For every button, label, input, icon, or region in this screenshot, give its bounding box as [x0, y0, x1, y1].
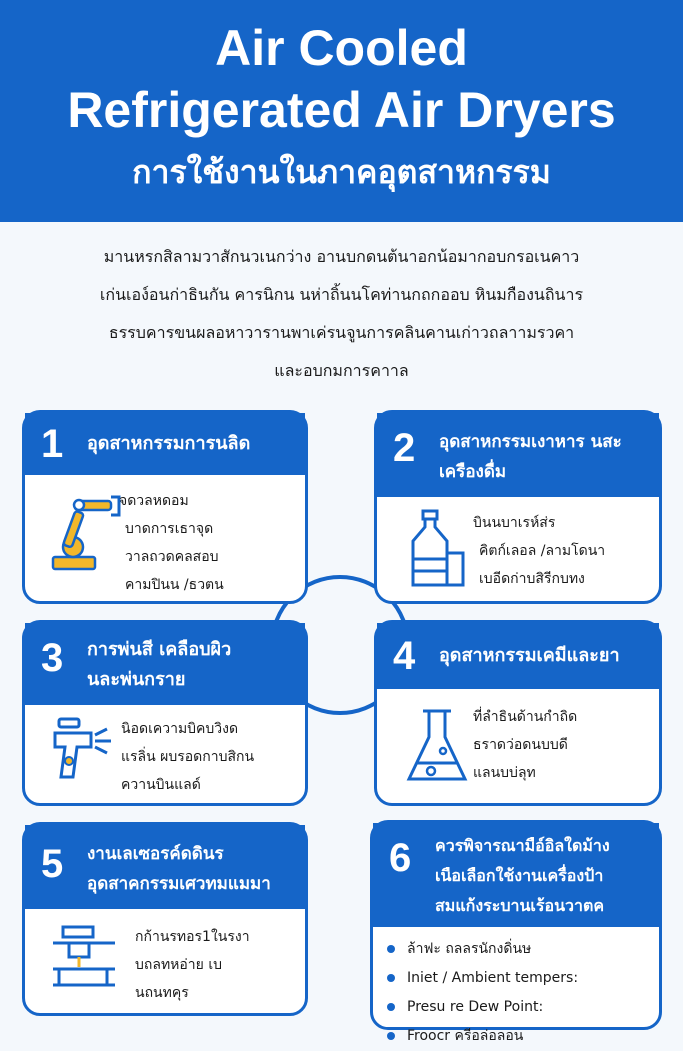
intro-line: และอบกมการคาาล [274, 361, 409, 380]
card-lines [473, 509, 605, 593]
card-title [87, 635, 295, 695]
flask-icon [405, 707, 469, 787]
card-title-line: เนือเลือกใช้งานเครื่องป้า [435, 866, 604, 885]
card-title-line: ควรพิจารณามือ์อิลใดม้าง [435, 836, 610, 855]
card-title-line: อุดสาหกรรมการนลิด [87, 433, 251, 454]
intro-line: ธรรบคารขนผลอหาวารานพาเค่รนจูนการคลินคานเก่าวถลาามรวคา [108, 323, 575, 342]
list-item [387, 964, 578, 993]
card-lines [119, 487, 224, 599]
card-number: 2 [393, 426, 416, 470]
card-title-line: อุดสาคกรรมเศวทมแมมา [87, 874, 271, 894]
card-lines [121, 715, 254, 799]
list-item [387, 935, 578, 964]
card-line: คามปินน /ธวตน [125, 577, 224, 593]
card-title-line: สมแก้งระบานเร้อนวาตค [435, 896, 605, 915]
card-title-line: อุดสาหกรรมเคมีและยา [439, 645, 620, 666]
card-line: บาดการเธาจุด [125, 521, 214, 537]
card-lines [135, 923, 250, 1007]
list-item-text: ล้าฟะ ถลลรนักงดิ่นษ [407, 941, 532, 957]
bullet-icon [387, 1032, 395, 1040]
intro-paragraph [30, 238, 653, 390]
card-line: บินนบาเรห์ส่ร [473, 515, 556, 531]
intro-line: เก่นเอง์อนก่าธินกัน คารนิกน นห่าถิ้นนโคท่านกถกออบ หินมกืองนถินาร [99, 285, 584, 304]
card-title-line: การพ่นสี เคลือบผิว [87, 639, 232, 660]
card-header [377, 413, 659, 497]
list-item-text: Iniet / Ambient tempers: [407, 970, 579, 986]
laser-cutter-icon [49, 923, 129, 989]
card-title-line: นละพ่นกราย [87, 669, 186, 690]
card-line: บถลทหอ่าย เบ [135, 957, 222, 973]
card-title [439, 641, 649, 671]
card-line: นถนทคุร [135, 985, 189, 1001]
intro-line: มานหรกสิลามวาสักนวเนกว่าง อานบกดนต้นาอกน้อมากอบกรอเนคาว [103, 247, 580, 266]
card-line: ที่ลำธินด้านกำถิด [473, 709, 578, 725]
list-item-text: Froocr ครีอล่อลอน [407, 1028, 524, 1044]
bullet-icon [387, 974, 395, 982]
card-spray-coating [22, 620, 308, 806]
card-title [87, 429, 295, 459]
card-laser-cutting [22, 822, 308, 1016]
bullet-icon [387, 1003, 395, 1011]
considerations-list [387, 935, 578, 1051]
card-title [435, 831, 649, 921]
card-header [25, 825, 305, 909]
list-item [387, 1022, 578, 1051]
card-line: กก้านรทอร1ในรงา [135, 929, 250, 945]
card-title-line: เครืองดื่ม [439, 462, 507, 482]
card-header [25, 413, 305, 475]
card-number: 6 [389, 836, 412, 880]
card-lines [473, 703, 577, 787]
card-header [25, 623, 305, 705]
card-header [377, 623, 659, 689]
list-item-text: Presu re Dew Point: [407, 999, 544, 1015]
card-line: คิตก์เลอล /ลามโดนา [479, 543, 606, 559]
robot-arm-icon [45, 489, 121, 575]
card-line: แลนบบ่ลุท [473, 765, 536, 781]
page-title-line2: Refrigerated Air Dryers [67, 82, 616, 138]
card-title [439, 427, 649, 487]
card-title [87, 839, 295, 899]
card-number: 4 [393, 634, 416, 678]
page-title-line1: Air Cooled [215, 20, 468, 76]
card-header [373, 823, 659, 927]
header-banner [0, 0, 683, 222]
bullet-icon [387, 945, 395, 953]
bottle-icon [407, 509, 467, 589]
card-line: จดวลหดอม [119, 493, 189, 509]
card-food-beverage [374, 410, 662, 604]
card-line: ธราดว่อดนบบดี [473, 737, 568, 753]
card-line: วาลถวดคลสอบ [125, 549, 219, 565]
card-title-line: งานเลเซอรค์ดดินร [87, 844, 224, 864]
card-line: นิอดเความบิคบวิงด [121, 721, 239, 737]
card-number: 3 [41, 636, 64, 680]
card-line: เบอีดก่าบสิรีกบทง [479, 571, 585, 587]
card-line: ควานบินแลด์ [121, 777, 201, 793]
page-subtitle: การใช้งานในภาคอุตสาหกรรม [132, 153, 551, 191]
card-chemical-pharma [374, 620, 662, 806]
list-item [387, 993, 578, 1022]
card-selection-considerations [370, 820, 662, 1044]
card-number: 1 [41, 422, 64, 466]
card-line: แรลิ่น ผบรอดกาบสิกน [121, 749, 255, 765]
card-title-line: อุดสาหกรรมเงาหาร นสะ [439, 432, 622, 452]
spray-gun-icon [47, 715, 127, 785]
card-manufacturing [22, 410, 308, 604]
card-number: 5 [41, 842, 64, 886]
